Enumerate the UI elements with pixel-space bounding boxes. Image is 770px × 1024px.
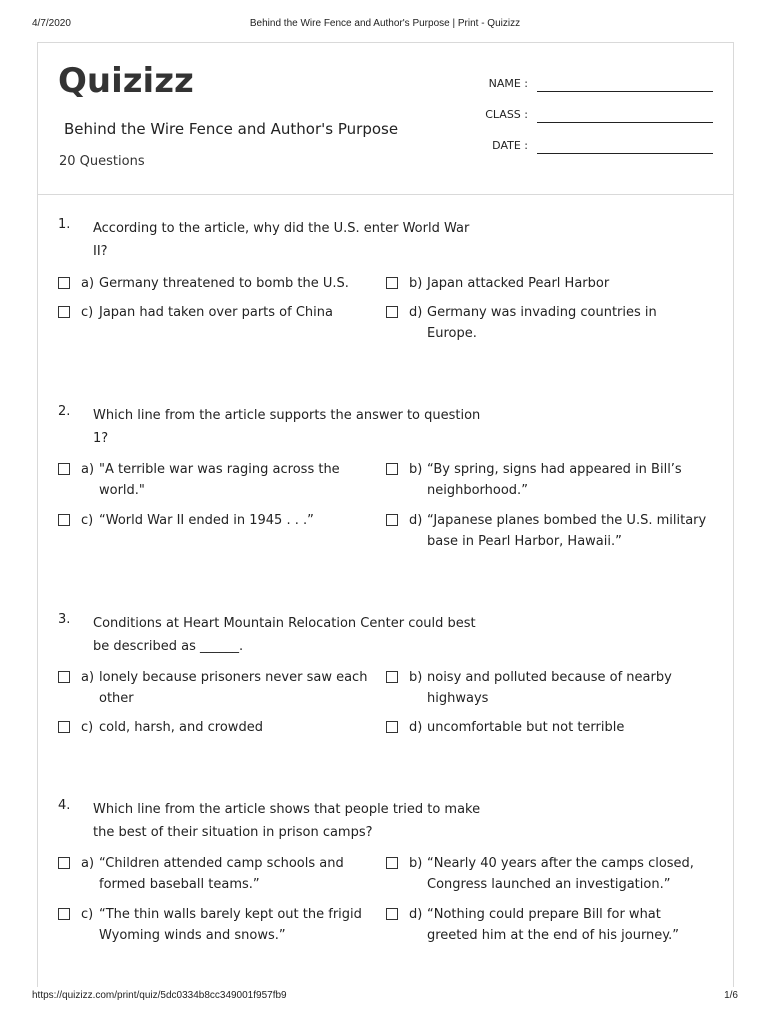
option-c[interactable] [58, 717, 378, 738]
option-letter: a) [81, 462, 95, 477]
option-letter: c) [81, 305, 94, 320]
option-text: cold, harsh, and crowded [99, 720, 263, 735]
worksheet-header [38, 43, 733, 195]
option-letter: b) [409, 462, 423, 477]
question-text: Which line from the article supports the answer to question 1? [93, 408, 481, 446]
option-d[interactable] [386, 302, 706, 344]
checkbox[interactable] [58, 514, 70, 526]
student-fields [473, 77, 713, 170]
checkbox[interactable] [58, 857, 70, 869]
option-text: “World War II ended in 1945 . . .” [99, 513, 314, 528]
quizizz-logo: Quizizz [58, 61, 194, 101]
option-text: “Japanese planes bombed the U.S. military base in Pearl Harbor, Hawaii.” [427, 513, 707, 549]
option-text: noisy and polluted because of nearby highways [427, 670, 672, 706]
print-footer [32, 990, 738, 1004]
option-text: "A terrible war was raging across the world." [99, 462, 340, 498]
option-letter: a) [81, 856, 95, 871]
option-text: “Nearly 40 years after the camps closed, Congress launched an investigation.” [427, 856, 694, 892]
print-date: 4/7/2020 [32, 18, 71, 29]
class-label: CLASS : [485, 108, 528, 121]
question-text: Conditions at Heart Mountain Relocation Center could best be described as ______. [93, 616, 476, 654]
quiz-title: Behind the Wire Fence and Author's Purpose [64, 120, 399, 138]
checkbox[interactable] [386, 721, 398, 733]
option-b[interactable] [386, 853, 706, 895]
checkbox[interactable] [386, 671, 398, 683]
option-b[interactable] [386, 667, 706, 709]
option-letter: b) [409, 670, 423, 685]
option-text: lonely because prisoners never saw each other [99, 670, 368, 706]
checkbox[interactable] [386, 857, 398, 869]
class-field [473, 108, 713, 139]
option-text: uncomfortable but not terrible [427, 720, 625, 735]
option-letter: b) [409, 856, 423, 871]
date-line[interactable] [537, 153, 713, 154]
checkbox[interactable] [386, 277, 398, 289]
option-text: Japan attacked Pearl Harbor [427, 276, 610, 291]
checkbox[interactable] [58, 306, 70, 318]
checkbox[interactable] [386, 514, 398, 526]
page-number: 1/6 [724, 990, 738, 1001]
checkbox[interactable] [58, 671, 70, 683]
option-c[interactable] [58, 904, 378, 946]
name-field [473, 77, 713, 108]
option-d[interactable] [386, 904, 706, 946]
checkbox[interactable] [58, 463, 70, 475]
option-d[interactable] [386, 717, 706, 738]
option-letter: b) [409, 276, 423, 291]
option-a[interactable] [58, 667, 378, 709]
option-letter: c) [81, 513, 94, 528]
checkbox[interactable] [58, 908, 70, 920]
option-a[interactable] [58, 853, 378, 895]
option-text: Japan had taken over parts of China [99, 305, 333, 320]
option-a[interactable] [58, 273, 378, 294]
option-a[interactable] [58, 459, 378, 501]
option-text: Germany was invading countries in Europe. [427, 305, 657, 341]
option-letter: a) [81, 276, 95, 291]
name-line[interactable] [537, 91, 713, 92]
option-c[interactable] [58, 302, 378, 323]
option-b[interactable] [386, 459, 706, 501]
option-d[interactable] [386, 510, 706, 552]
print-url[interactable]: https://quizizz.com/print/quiz/5dc0334b8cc349001f957fb9 [32, 990, 287, 1001]
checkbox[interactable] [386, 908, 398, 920]
worksheet [37, 42, 734, 987]
checkbox[interactable] [386, 306, 398, 318]
question-number: 4. [58, 798, 71, 813]
option-text: “Children attended camp schools and formed baseball teams.” [99, 856, 344, 892]
option-text: “By spring, signs had appeared in Bill’s neighborhood.” [427, 462, 682, 498]
option-letter: d) [409, 305, 423, 320]
option-text: “The thin walls barely kept out the frigid Wyoming winds and snows.” [99, 907, 362, 943]
question-text: According to the article, why did the U.S. enter World War II? [93, 221, 470, 259]
print-header [32, 18, 738, 32]
option-b[interactable] [386, 273, 706, 294]
option-c[interactable] [58, 510, 378, 531]
question-number: 2. [58, 404, 71, 419]
question-number: 3. [58, 612, 71, 627]
option-letter: c) [81, 907, 94, 922]
option-letter: d) [409, 513, 423, 528]
option-letter: a) [81, 670, 95, 685]
option-letter: c) [81, 720, 94, 735]
date-field [473, 139, 713, 170]
name-label: NAME : [488, 77, 528, 90]
question-number: 1. [58, 217, 71, 232]
date-label: DATE : [492, 139, 528, 152]
checkbox[interactable] [58, 277, 70, 289]
print-doc-title: Behind the Wire Fence and Author's Purpose | Print - Quizizz [249, 18, 521, 29]
checkbox[interactable] [58, 721, 70, 733]
checkbox[interactable] [386, 463, 398, 475]
question-text: Which line from the article shows that people tried to make the best of their situation in prison camps? [93, 802, 481, 840]
option-text: “Nothing could prepare Bill for what greeted him at the end of his journey.” [427, 907, 680, 943]
question-count: 20 Questions [59, 154, 145, 169]
option-text: Germany threatened to bomb the U.S. [99, 276, 349, 291]
class-line[interactable] [537, 122, 713, 123]
option-letter: d) [409, 907, 423, 922]
option-letter: d) [409, 720, 423, 735]
